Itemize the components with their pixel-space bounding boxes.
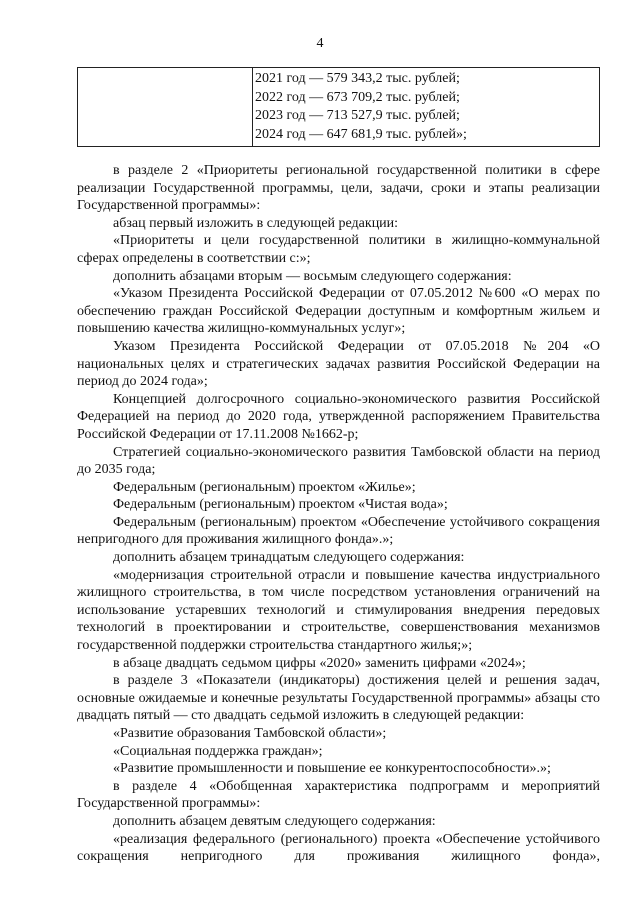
- funding-line-2023: 2023 год — 713 527,9 тыс. рублей;: [255, 108, 460, 123]
- table-row: [78, 68, 600, 147]
- paragraph: «Приоритеты и цели государственной политики в жилищно-коммунальной сферах определены в соответствии с:»;: [77, 233, 600, 266]
- paragraph: Федеральным (региональным) проектом «Чистая вода»;: [113, 497, 448, 513]
- paragraph: «Развитие промышленности и повышение ее конкурентоспособности».»;: [113, 761, 551, 777]
- paragraph: «модернизация строительной отрасли и повышение качества индустриального жилищного строительства, в том числе посредством установления ограничений на использование устаревших технологий и стимулирования внедрения передовых технологий в проектировании и строительстве, совершенствования механизмов государственной поддержки строительства стандартного жилья;»;: [77, 567, 600, 654]
- paragraph: Федеральным (региональным) проектом «Обеспечение устойчивого сокращения непригодного для проживания жилищного фонда».»;: [77, 514, 600, 548]
- table-cell-values: [253, 68, 600, 147]
- paragraph: дополнить абзацем девятым следующего содержания:: [113, 813, 436, 829]
- paragraph: в разделе 3 «Показатели (индикаторы) достижения целей и решения задач, основные ожидаемые и конечные результаты Государственной программы» абзацы сто двадцать пятый — сто двадцать седьмой изложить в следующей редакции:: [77, 673, 600, 724]
- paragraph: «Указом Президента Российской Федерации от 07.05.2012 №600 «О мерах по обеспечению граждан Российской Федерации доступным и комфортным жильем и повышению качества жилищно-коммунальных услуг»;: [77, 286, 600, 337]
- paragraph: абзац первый изложить в следующей редакции:: [113, 215, 399, 231]
- paragraph: Стратегией социально-экономического развития Тамбовской области на период до 2035 года;: [77, 444, 600, 478]
- paragraph: в разделе 4 «Обобщенная характеристика подпрограмм и мероприятий Государственной программы»:: [77, 778, 600, 812]
- paragraph: дополнить абзацами вторым — восьмым следующего содержания:: [113, 268, 512, 284]
- paragraph: «Социальная поддержка граждан»;: [113, 743, 323, 759]
- paragraph: дополнить абзацем тринадцатым следующего содержания:: [113, 550, 465, 566]
- funding-line-2021: 2021 год — 579 343,2 тыс. рублей;: [255, 71, 460, 86]
- document-body: [77, 162, 600, 866]
- paragraph: «Развитие образования Тамбовской области»;: [113, 726, 387, 741]
- table-cell-empty: [78, 68, 253, 147]
- funding-table: [77, 67, 600, 147]
- paragraph: в разделе 2 «Приоритеты региональной государственной политики в сфере реализации Государственной программы, цели, задачи, сроки и этапы реализации Государственной программы»:: [77, 163, 600, 214]
- funding-line-2022: 2022 год — 673 709,2 тыс. рублей;: [255, 89, 460, 105]
- funding-line-2024: 2024 год — 647 681,9 тыс. рублей»;: [255, 126, 467, 142]
- paragraph: Концепцией долгосрочного социально-экономического развития Российской Федерацией на период до 2020 года, утвержденной распоряжением Правительства Российской Федерации от 17.11.2008 №1662-р;: [77, 391, 600, 442]
- paragraph: Указом Президента Российской Федерации от 07.05.2018 №204 «О национальных целях и стратегических задачах развития Российской Федерации на период до 2024 года»;: [77, 338, 600, 390]
- paragraph: «реализация федерального (регионального) проекта «Обеспечение устойчивого сокращения непригодного для проживания жилищного фонда»,: [77, 831, 600, 865]
- paragraph: в абзаце двадцать седьмом цифры «2020» заменить цифрами «2024»;: [113, 655, 526, 671]
- paragraph: Федеральным (региональным) проектом «Жилье»;: [113, 479, 416, 495]
- page-number: 4: [316, 36, 324, 51]
